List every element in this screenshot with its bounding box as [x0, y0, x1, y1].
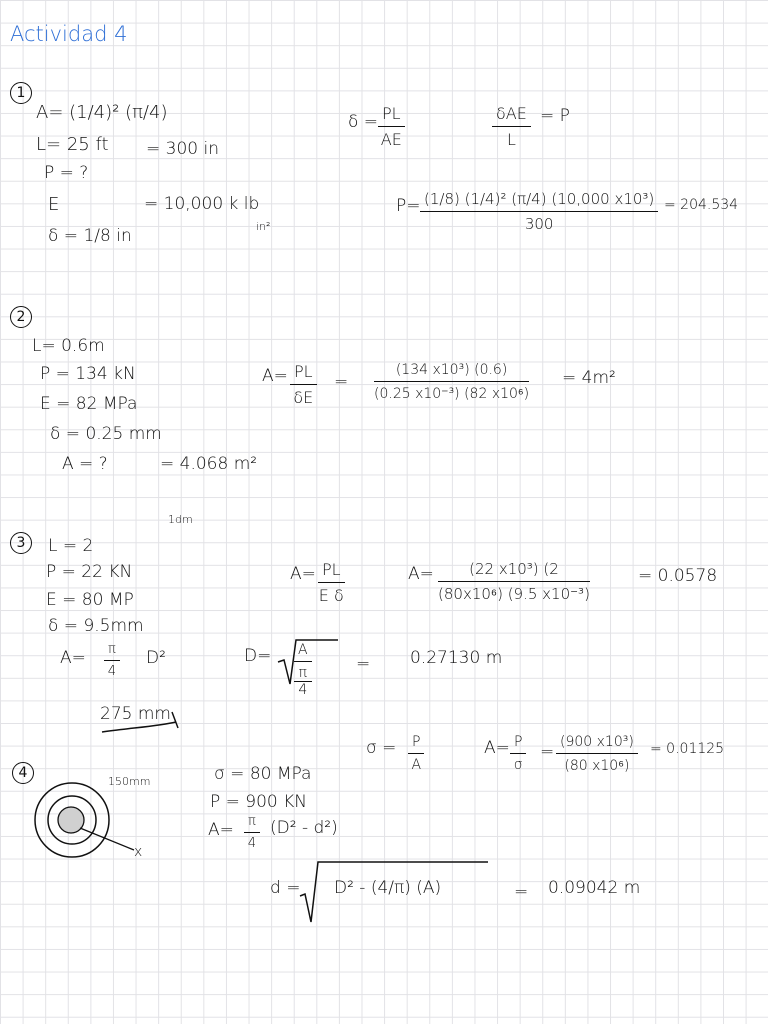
p1-formula-denominator: AE — [380, 130, 402, 149]
p2-calc-denominator: (0.25 x10⁻³) (82 x10⁶) — [374, 386, 530, 402]
page-title: Actividad 4 — [10, 22, 128, 46]
p4-area2-denominator: σ — [513, 757, 523, 773]
p4-area-frac-den: 4 — [247, 836, 257, 851]
p3-radicand-four: 4 — [298, 682, 308, 698]
problem-4-number: 4 — [12, 762, 34, 784]
p1-calc-denominator: 300 — [524, 215, 554, 233]
p3-note-underline — [102, 722, 176, 732]
p3-formula-numerator: PL — [318, 560, 345, 583]
p4-load-line: P = 900 KN — [210, 792, 308, 812]
p4-stress-line: σ = 80 MPa — [214, 764, 312, 784]
problem-1-number: 1 — [10, 82, 32, 104]
p2-calc-numerator: (134 x10³) (0.6) — [374, 362, 529, 382]
p3-calc-lhs: A= — [408, 564, 434, 584]
p1-result: = 204.534 — [664, 197, 739, 213]
p1-load-line: P = ? — [44, 163, 89, 183]
p4-inner-diameter-radicand: D² - (4/π) (A) — [334, 878, 442, 898]
p1-length-conversion: = 300 in — [146, 139, 219, 159]
p3-diameter-result: 0.27130 m — [410, 648, 503, 668]
p3-area-rhs: D² — [146, 648, 166, 668]
p1-rearranged-denominator: L — [506, 130, 516, 149]
p4-area2-calc-numerator: (900 x10³) — [556, 734, 638, 754]
p2-calc-equals: = — [334, 372, 349, 392]
p4-sigma-denominator: A — [411, 757, 422, 773]
p4-inner-diameter-result: 0.09042 m — [548, 878, 641, 898]
p3-result: = 0.0578 — [638, 566, 718, 586]
p1-calc-numerator: (1/8) (1/4)² (π/4) (10,000 x10³) — [420, 190, 658, 212]
p1-rearranged-numerator: δAE — [492, 104, 531, 127]
p1-calc-lhs: P= — [396, 196, 421, 216]
p3-calc-numerator: (22 x10³) (2 — [438, 560, 590, 582]
p1-modulus-label: E — [48, 194, 60, 215]
p3-length-line: L = 2 — [48, 536, 94, 556]
p3-area-frac-den: 4 — [107, 664, 117, 679]
p1-rearranged-rhs: = P — [540, 106, 570, 126]
p3-formula-denominator: E δ — [318, 586, 344, 605]
p1-formula-numerator: PL — [378, 104, 405, 127]
problem-2-number: 2 — [10, 306, 32, 328]
p4-area2-result: = 0.01125 — [650, 741, 725, 757]
inner-hole-circle — [58, 807, 84, 833]
p2-load-line: P = 134 kN — [40, 364, 136, 384]
p1-deformation-line: δ = 1/8 in — [48, 226, 132, 246]
p2-formula-numerator: PL — [290, 362, 317, 385]
p4-area2-calc-denominator: (80 x10⁶) — [564, 758, 630, 774]
p3-diameter-equals: = — [356, 654, 371, 674]
p4-radical-sign — [300, 862, 488, 922]
p4-inner-diameter-equals: = — [514, 882, 529, 902]
p3-note: 275 mm — [100, 704, 171, 724]
p3-diameter-radicand-num: A — [294, 642, 312, 662]
p3-diameter-lhs: D= — [244, 646, 272, 666]
p4-area-lhs: A= — [208, 820, 234, 840]
p2-area-unknown: A = ? — [62, 454, 108, 474]
p1-formula-lhs: δ = — [348, 112, 379, 132]
p1-area-line: A= (1/4)² (π/4) — [36, 102, 168, 123]
p4-dimension-label: 150mm — [108, 775, 151, 788]
p4-inner-diameter-lhs: d = — [270, 878, 301, 898]
p2-result: = 4m² — [562, 368, 616, 388]
p1-modulus-value: = 10,000 k lb — [144, 194, 260, 214]
p3-radicand-pi: π — [294, 665, 312, 682]
p3-area-frac-num: π — [104, 642, 120, 661]
p3-area-lhs: A= — [60, 648, 86, 668]
p3-note-tick — [172, 712, 178, 728]
p1-length-line: L= 25 ft — [36, 134, 109, 155]
p3-calc-denominator: (80x10⁶) (9.5 x10⁻³) — [438, 585, 590, 603]
p1-modulus-unit: in² — [256, 220, 271, 233]
p3-formula-lhs: A= — [290, 564, 316, 584]
p2-length-line: L= 0.6m — [32, 336, 105, 356]
p2-area-result: = 4.068 m² — [160, 454, 258, 474]
p3-radical-sign — [278, 640, 338, 684]
p3-modulus-line: E = 80 MP — [46, 590, 134, 610]
p2-modulus-line: E = 82 MPa — [40, 394, 138, 414]
p4-area2-lhs: A= — [484, 738, 510, 758]
p2-formula-lhs: A= — [262, 366, 288, 386]
p2-deformation-line: δ = 0.25 mm — [50, 424, 162, 444]
problem-3-number: 3 — [10, 532, 32, 554]
p4-x-label: x — [134, 844, 143, 860]
p4-sigma-lhs: σ = — [366, 738, 397, 758]
p2-note: 1dm — [168, 513, 193, 526]
p2-formula-denominator: δE — [293, 388, 314, 407]
p4-area-frac-num: π — [244, 814, 260, 833]
p3-deformation-line: δ = 9.5mm — [48, 616, 144, 636]
p4-area-rhs: (D² - d²) — [270, 818, 338, 838]
p4-sigma-numerator: P — [408, 734, 424, 754]
p4-area2-equals: = — [540, 742, 555, 762]
p4-area2-numerator: P — [510, 734, 526, 754]
p3-load-line: P = 22 KN — [46, 562, 133, 582]
